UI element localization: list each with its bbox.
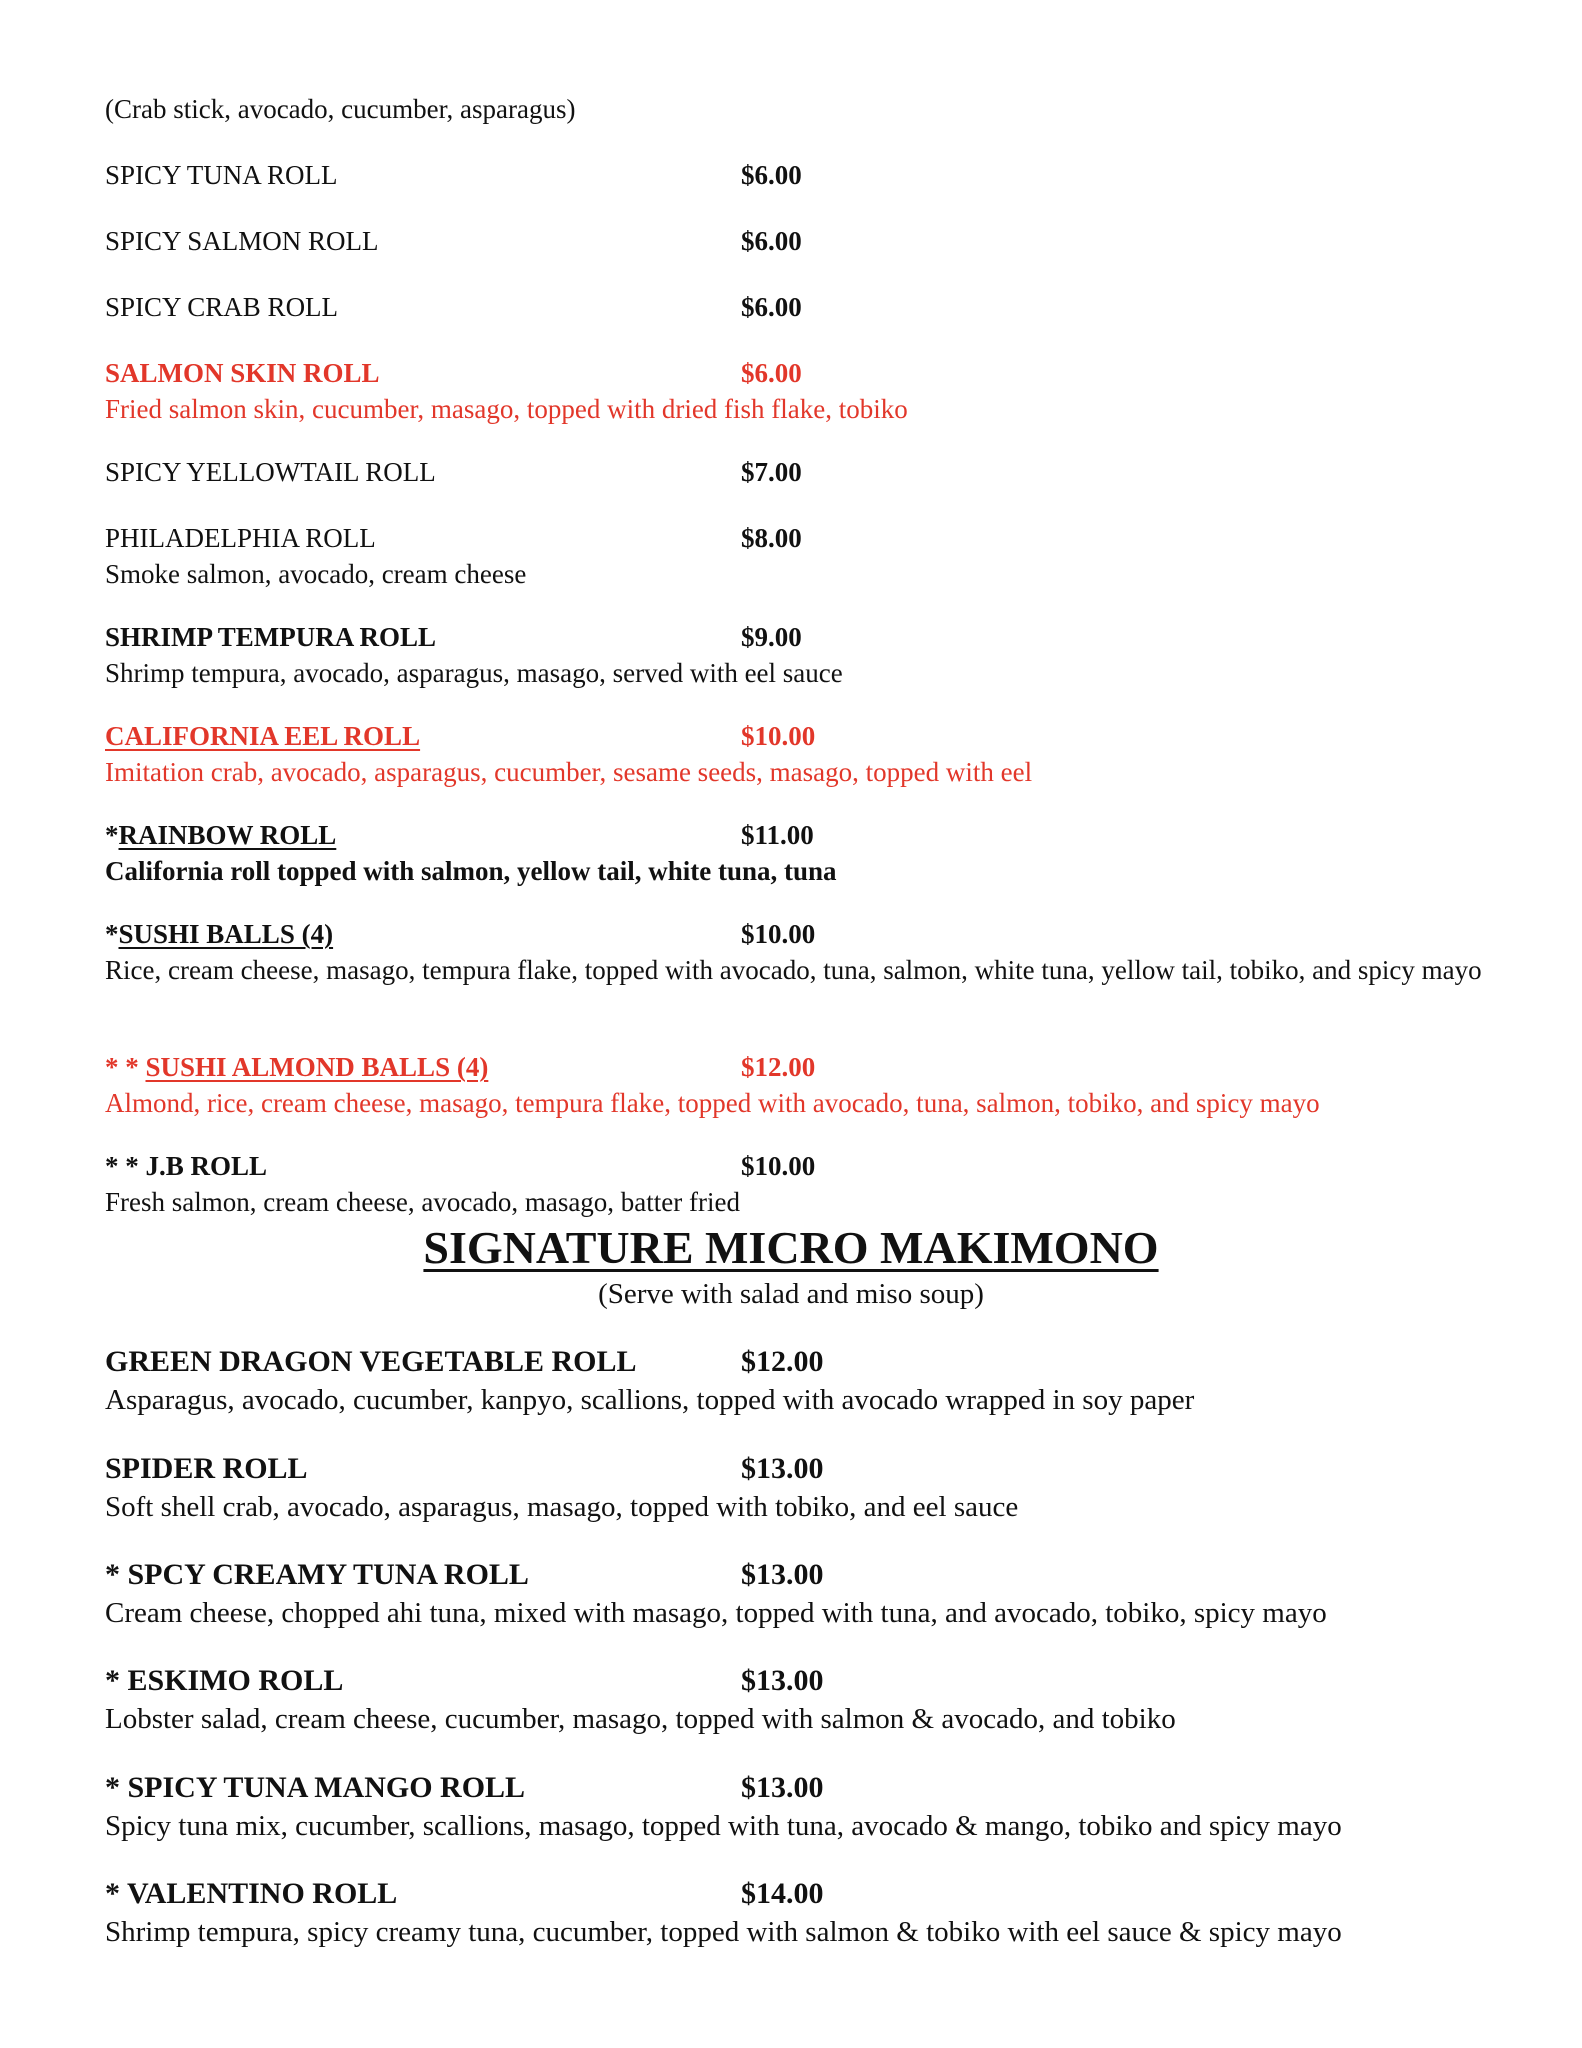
item-price: $10.00	[741, 721, 816, 751]
item-price: $12.00	[741, 1345, 824, 1378]
section-title: SIGNATURE MICRO MAKIMONO	[423, 1222, 1159, 1273]
item-name: SPICY YELLOWTAIL ROLL	[105, 457, 436, 487]
item-price: $12.00	[741, 1052, 816, 1082]
item-price: $6.00	[741, 160, 802, 190]
item-name: SPICY SALMON ROLL	[105, 226, 379, 256]
item-description: Spicy tuna mix, cucumber, scallions, masago, topped with tuna, avocado & mango, tobiko and spicy mayo	[105, 1810, 1342, 1842]
item-description: Fresh salmon, cream cheese, avocado, masago, batter fried	[105, 1187, 740, 1217]
item-price: $6.00	[741, 226, 802, 256]
item-description: Shrimp tempura, spicy creamy tuna, cucumber, topped with salmon & tobiko with eel sauce & spicy mayo	[105, 1916, 1342, 1948]
menu-item-spicy-yellowtail-roll	[105, 455, 1505, 491]
item-name: SALMON SKIN ROLL	[105, 358, 380, 388]
menu-item-california-eel-roll	[105, 719, 1505, 789]
item-price: $7.00	[741, 457, 802, 487]
menu-item-rainbow-roll	[105, 818, 1505, 888]
item-description: Lobster salad, cream cheese, cucumber, masago, topped with salmon & avocado, and tobiko	[105, 1703, 1176, 1735]
item-price: $9.00	[741, 622, 802, 652]
menu-item-eskimo-roll	[105, 1663, 1505, 1737]
item-description: Asparagus, avocado, cucumber, kanpyo, scallions, topped with avocado wrapped in soy paper	[105, 1384, 1195, 1416]
menu-item-spcy-creamy-tuna-roll	[105, 1557, 1505, 1631]
item-name: * SPICY TUNA MANGO ROLL	[105, 1771, 526, 1804]
menu-item-spicy-tuna-mango-roll	[105, 1770, 1505, 1844]
item-name: SPIDER ROLL	[105, 1452, 308, 1485]
menu-item-philadelphia-roll	[105, 521, 1505, 591]
item-name: SPICY TUNA ROLL	[105, 160, 338, 190]
item-price: $11.00	[741, 820, 814, 850]
item-name: SPICY CRAB ROLL	[105, 292, 339, 322]
item-description: Fried salmon skin, cucumber, masago, topped with dried fish flake, tobiko	[105, 394, 908, 424]
menu-item-salmon-skin-roll	[105, 356, 1505, 426]
item-name: RAINBOW ROLL	[118, 820, 337, 850]
item-description: California roll topped with salmon, yellow tail, white tuna, tuna	[105, 856, 837, 886]
item-price: $10.00	[741, 1151, 816, 1181]
item-price: $13.00	[741, 1771, 824, 1804]
item-prefix: *	[105, 919, 119, 949]
menu-item-spicy-tuna-roll	[105, 158, 1505, 194]
item-description: Shrimp tempura, avocado, asparagus, masago, served with eel sauce	[105, 658, 843, 688]
item-price: $6.00	[741, 358, 802, 388]
menu-item-spicy-salmon-roll	[105, 224, 1505, 260]
section-subtitle: (Serve with salad and miso soup)	[598, 1278, 984, 1310]
item-description: Smoke salmon, avocado, cream cheese	[105, 559, 527, 589]
item-prefix: * *	[105, 1052, 146, 1082]
item-name: CALIFORNIA EEL ROLL	[105, 721, 421, 751]
menu-item-jb-roll	[105, 1149, 1505, 1219]
item-description: Imitation crab, avocado, asparagus, cucumber, sesame seeds, masago, topped with eel	[105, 757, 1033, 787]
item-description: Cream cheese, chopped ahi tuna, mixed with masago, topped with tuna, and avocado, tobiko, spicy mayo	[105, 1597, 1327, 1629]
item-name: GREEN DRAGON VEGETABLE ROLL	[105, 1345, 637, 1378]
item-name: PHILADELPHIA ROLL	[105, 523, 376, 553]
item-price: $14.00	[741, 1877, 824, 1910]
item-price: $13.00	[741, 1558, 824, 1591]
menu-item-green-dragon-vegetable-roll	[105, 1344, 1505, 1418]
item-name: * ESKIMO ROLL	[105, 1664, 344, 1697]
menu-item-valentino-roll	[105, 1876, 1505, 1950]
item-description: Rice, cream cheese, masago, tempura flake, topped with avocado, tuna, salmon, white tuna, yellow tail, tobiko, and spicy mayo	[105, 955, 1482, 985]
item-price: $10.00	[741, 919, 816, 949]
item-prefix: *	[105, 820, 119, 850]
menu-item-shrimp-tempura-roll	[105, 620, 1505, 690]
item-description: Soft shell crab, avocado, asparagus, masago, topped with tobiko, and eel sauce	[105, 1491, 1019, 1523]
item-price: $13.00	[741, 1452, 824, 1485]
item-name: SUSHI ALMOND BALLS (4)	[145, 1052, 489, 1082]
intro-description: (Crab stick, avocado, cucumber, asparagus)	[105, 94, 576, 124]
item-name: SUSHI BALLS (4)	[118, 919, 334, 949]
item-name: * VALENTINO ROLL	[105, 1877, 398, 1910]
item-name: SHRIMP TEMPURA ROLL	[105, 622, 437, 652]
menu-item-sushi-almond-balls	[105, 1050, 1505, 1120]
menu-item-spicy-crab-roll	[105, 290, 1505, 326]
item-name: J.B ROLL	[145, 1151, 268, 1181]
item-price: $6.00	[741, 292, 802, 322]
item-name: * SPCY CREAMY TUNA ROLL	[105, 1558, 529, 1591]
menu-item-sushi-balls	[105, 917, 1505, 987]
item-price: $13.00	[741, 1664, 824, 1697]
item-price: $8.00	[741, 523, 802, 553]
item-description: Almond, rice, cream cheese, masago, tempura flake, topped with avocado, tuna, salmon, tobiko, and spicy mayo	[105, 1088, 1320, 1118]
item-prefix: * *	[105, 1151, 146, 1181]
menu-item-spider-roll	[105, 1451, 1505, 1525]
